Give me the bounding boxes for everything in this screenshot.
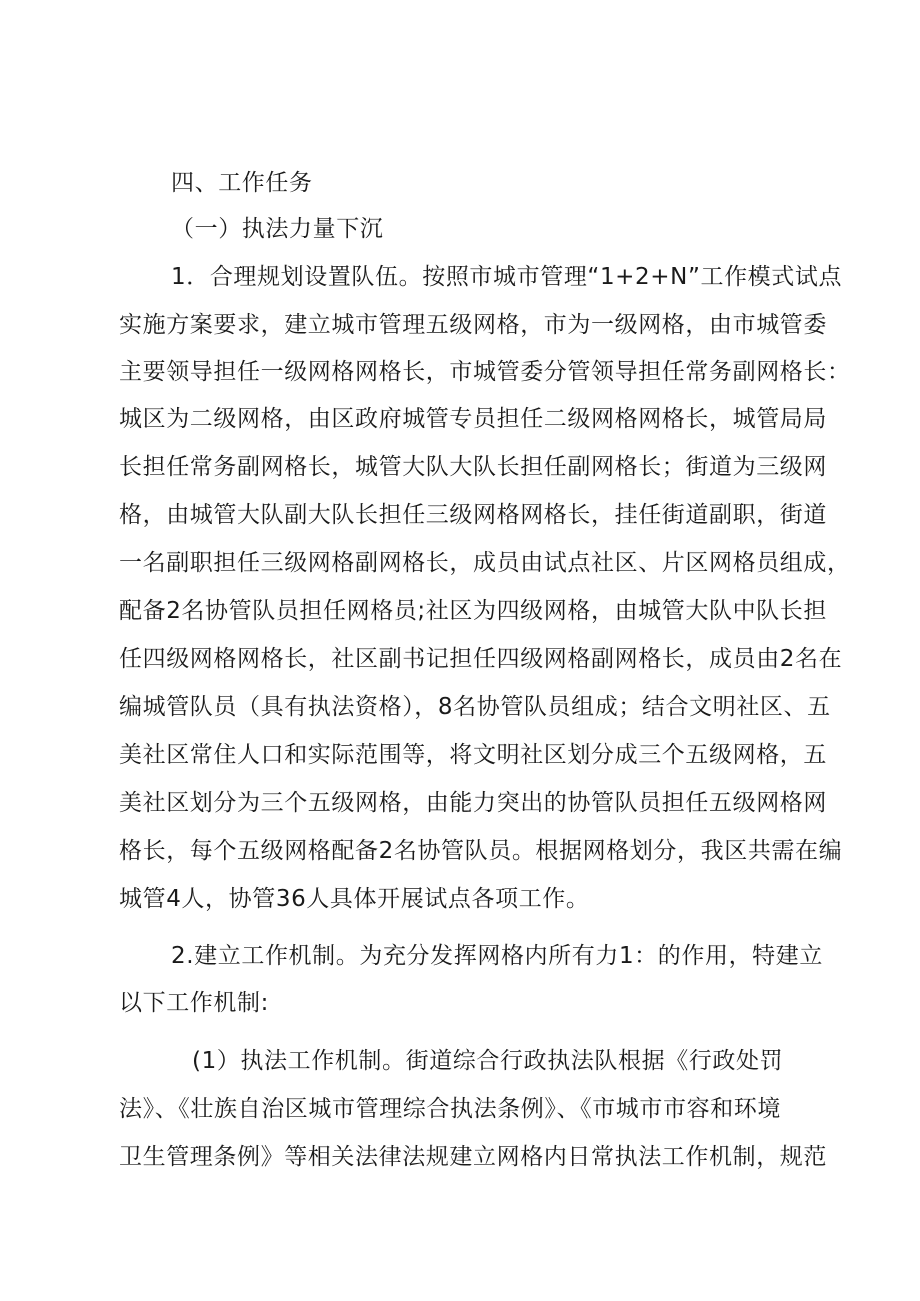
paragraph-line: 实施方案要求，建立城市管理五级网格，市为一级网格，由市城管委 [119, 312, 827, 338]
paragraph-line: 以下工作机制: [119, 990, 269, 1016]
subsection-heading: （一）执法力量下沉 [171, 216, 384, 242]
paragraph-line: 格，由城管大队副大队长担任三级网格网格长，挂任街道副职，街道 [119, 502, 827, 528]
paragraph-line: 美社区常住人口和实际范围等，将文明社区划分成三个五级网格，五 [119, 742, 827, 768]
paragraph-line: 城区为二级网格，由区政府城管专员担任二级网格网格长，城管局局 [119, 406, 827, 432]
paragraph-line: 1．合理规划设置队伍。按照市城市管理“1+2+N”工作模式试点 [171, 264, 843, 290]
paragraph-line: 城管4人，协管36人具体开展试点各项工作。 [119, 886, 590, 912]
paragraph-line: 一名副职担任三级网格副网格长，成员由试点社区、片区网格员组成， [119, 550, 851, 576]
paragraph-line: 2.建立工作机制。为充分发挥网格内所有力1：的作用，特建立 [171, 943, 823, 969]
section-heading: 四、工作任务 [171, 170, 313, 196]
paragraph-line: 美社区划分为三个五级网格，由能力突出的协管队员担任五级网格网 [119, 790, 827, 816]
paragraph-line: 主要领导担任一级网格网格长，市城管委分管领导担任常务副网格长： [119, 359, 851, 385]
paragraph-line: 卫生管理条例》等相关法律法规建立网格内日常执法工作机制，规范 [119, 1144, 827, 1170]
paragraph-line: 法》、《壮族自治区城市管理综合执法条例》、《市城市市容和环境 [119, 1096, 781, 1122]
paragraph-line: 格长，每个五级网格配备2名协管队员。根据网格划分，我区共需在编 [119, 838, 843, 864]
paragraph-line: 编城管队员（具有执法资格），8名协管队员组成；结合文明社区、五 [119, 694, 831, 720]
paragraph-line: (1）执法工作机制。街道综合行政执法队根据《行政处罚 [192, 1048, 784, 1074]
paragraph-line: 任四级网格网格长，社区副书记担任四级网格副网格长，成员由2名在 [119, 646, 843, 672]
paragraph-line: 配备2名协管队员担任网格员;社区为四级网格，由城管大队中队长担 [119, 598, 827, 624]
paragraph-line: 长担任常务副网格长，城管大队大队长担任副网格长；街道为三级网 [119, 454, 827, 480]
